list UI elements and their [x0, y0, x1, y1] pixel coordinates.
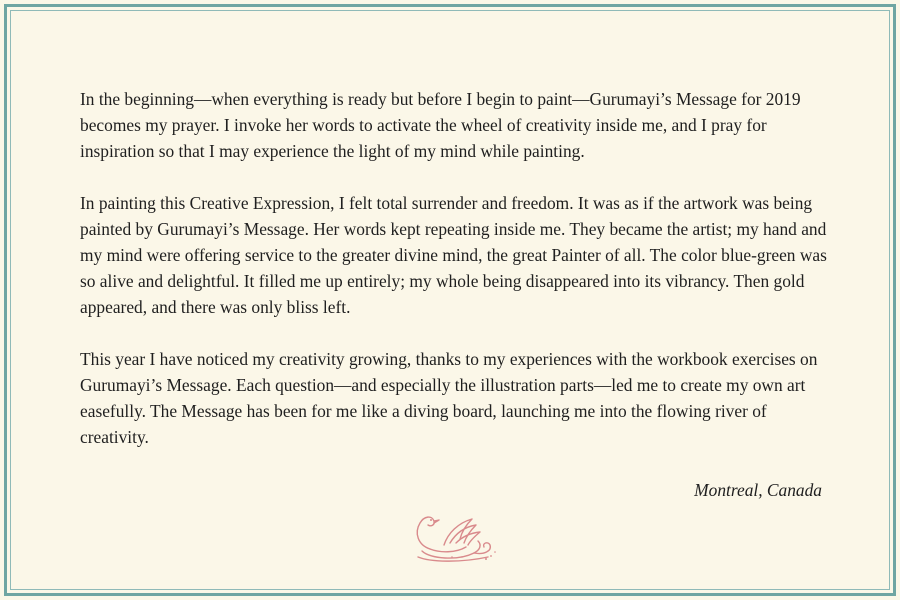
paragraph-1: In the beginning—when everything is ready but before I begin to paint—Gurumayi’s Message for 2019 becomes my prayer. I invoke her words to activate the wheel of creativity inside me, and I pray for inspiration so that I may experience the light of my mind while painting. — [80, 89, 801, 161]
swan-icon — [400, 505, 500, 563]
paragraph-2: In painting this Creative Expression, I felt total surrender and freedom. It was as if the artwork was being painted by Gurumayi’s Message. Her words kept repeating inside me. They became the artist; my hand and my mind were offering service to the greater divine mind, the great Painter of all. The color blue-green was so alive and delightful. It filled me up entirely; my whole being disappeared into its vibrancy. Then gold appeared, and there was only bliss left. — [80, 193, 827, 317]
letter-body — [80, 86, 832, 476]
paragraph-3: This year I have noticed my creativity growing, thanks to my experiences with the workbook exercises on Gurumayi’s Message. Each question—and especially the illustration parts—led me to create my own art easefully. The Message has been for me like a diving board, launching me into the flowing river of creativity. — [80, 349, 818, 447]
location-signature: Montreal, Canada — [694, 480, 822, 500]
